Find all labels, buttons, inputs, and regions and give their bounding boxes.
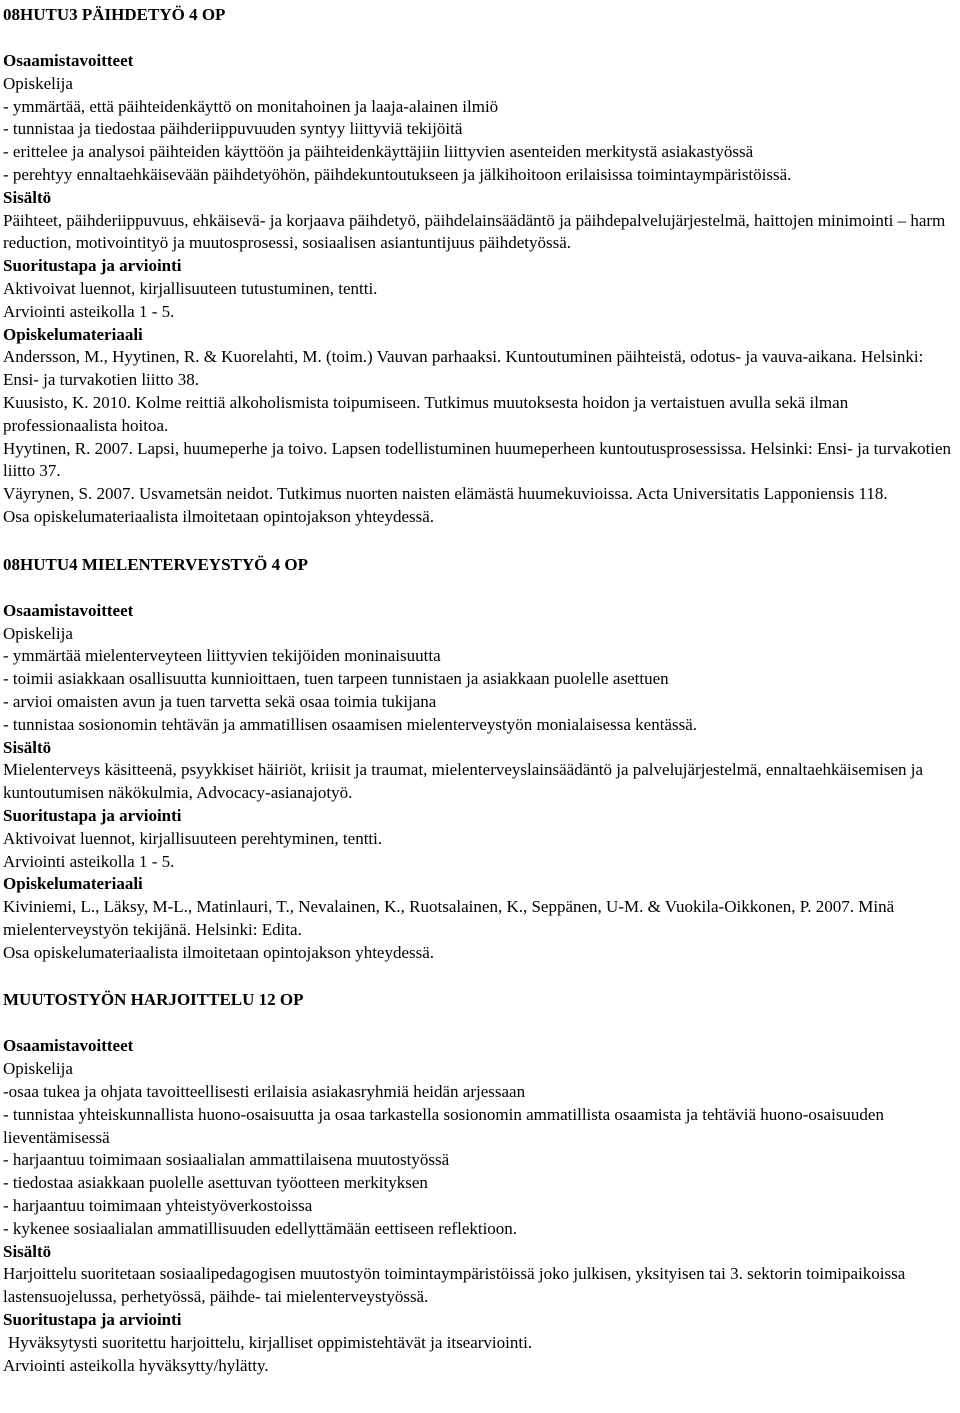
assessment-line: Aktivoivat luennot, kirjallisuuteen tutustuminen, tentti.: [3, 278, 378, 298]
objective-item: - tiedostaa asiakkaan puolelle asettuvan työotteen merkityksen: [3, 1173, 428, 1193]
assessment-heading: Suoritustapa ja arviointi: [3, 256, 182, 276]
objective-item: - tunnistaa sosionomin tehtävän ja ammatillisen osaamisen mielenterveystyön monialaisessa kentässä.: [3, 714, 698, 734]
material-item: Väyrynen, S. 2007. Usvametsän neidot. Tutkimus nuorten naisten elämästä huumekuvioissa. Acta Universitatis Lapponiensis 118.: [3, 484, 888, 504]
assessment-line: Aktivoivat luennot, kirjallisuuteen perehtyminen, tentti.: [3, 828, 383, 848]
assessment-heading: Suoritustapa ja arviointi: [3, 805, 182, 825]
material-item: Osa opiskelumateriaalista ilmoitetaan opintojakson yhteydessä.: [3, 506, 435, 526]
objective-item: - arvioi omaisten avun ja tuen tarvetta sekä osaa toimia tukijana: [3, 691, 437, 711]
objectives-intro: Opiskelija: [3, 1059, 73, 1079]
objectives-heading: Osaamistavoitteet: [3, 1036, 134, 1056]
objectives-heading: Osaamistavoitteet: [3, 600, 134, 620]
objective-item: - ymmärtää mielenterveyteen liittyvien tekijöiden moninaisuutta: [3, 646, 441, 666]
objective-item: - harjaantuu toimimaan sosiaalialan ammattilaisena muutostyössä: [3, 1150, 450, 1170]
assessment-line: Arviointi asteikolla 1 - 5.: [3, 851, 175, 871]
content-text: Mielenterveys käsitteenä, psyykkiset häiriöt, kriisit ja traumat, mielenterveyslainsäädäntö ja palvelujärjestelmä, ennaltaehkäisemisen ja kuntoutumisen näkökulmia, Advocacy-asianajotyö.: [3, 760, 924, 803]
content-heading: Sisältö: [3, 187, 52, 207]
objective-item: - ymmärtää, että päihteidenkäyttö on monitahoinen ja laaja-alainen ilmiö: [3, 96, 499, 116]
materials-heading: Opiskelumateriaali: [3, 324, 143, 344]
assessment-heading: Suoritustapa ja arviointi: [3, 1310, 182, 1330]
materials-heading: Opiskelumateriaali: [3, 874, 143, 894]
objective-item: - kykenee sosiaalialan ammatillisuuden edellyttämään eettiseen reflektioon.: [3, 1218, 518, 1238]
objective-item: - harjaantuu toimimaan yhteistyöverkostoissa: [3, 1196, 313, 1216]
content-text: Harjoittelu suoritetaan sosiaalipedagogisen muutostyön toimintaympäristöissä joko julkisen, yksityisen tai 3. sektorin toimipaikoissa lastensuojelussa, perhetyössä, päihde- tai mielenterveystyössä.: [3, 1264, 906, 1307]
content-heading: Sisältö: [3, 1241, 52, 1261]
material-item: Andersson, M., Hyytinen, R. & Kuorelahti, M. (toim.) Vauvan parhaaksi. Kuntoutuminen päihteistä, odotus- ja vauva-aikana. Helsinki: Ensi- ja turvakotien liitto 38.: [3, 347, 924, 390]
material-item: Kuusisto, K. 2010. Kolme reittiä alkoholismista toipumiseen. Tutkimus muutoksesta hoidon ja vertaistuen avulla sekä ilman professionaalista hoitoa.: [3, 392, 849, 435]
material-item: Osa opiskelumateriaalista ilmoitetaan opintojakson yhteydessä.: [3, 942, 435, 962]
course-section-1: [3, 3, 958, 529]
course-title: 08HUTU3 PÄIHDETYÖ 4 OP: [3, 5, 226, 24]
course-title: MUUTOSTYÖN HARJOITTELU 12 OP: [3, 990, 304, 1010]
objective-item: - tunnistaa ja tiedostaa päihderiippuvuuden syntyy liittyviä tekijöitä: [3, 119, 463, 139]
material-item: Kiviniemi, L., Läksy, M-L., Matinlauri, T., Nevalainen, K., Ruotsalainen, K., Seppänen, U-M. & Vuokila-Oikkonen, P. 2007. Minä mielenterveystyön tekijänä. Helsinki: Edita.: [3, 897, 895, 939]
assessment-line: Hyväksytysti suoritettu harjoittelu, kirjalliset oppimistehtävät ja itsearviointi.: [8, 1332, 533, 1352]
content-heading: Sisältö: [3, 737, 52, 757]
course-section-3: [3, 988, 958, 1377]
assessment-line: Arviointi asteikolla hyväksytty/hylätty.: [3, 1355, 269, 1375]
objectives-intro: Opiskelija: [3, 623, 73, 643]
document: [3, 3, 958, 1377]
objective-item: - perehtyy ennaltaehkäisevään päihdetyöhön, päihdekuntoutukseen ja jälkihoitoon erilaisissa toimintaympäristöissä.: [3, 164, 792, 184]
assessment-line: Arviointi asteikolla 1 - 5.: [3, 301, 175, 321]
objectives-heading: Osaamistavoitteet: [3, 51, 134, 70]
content-text: Päihteet, päihderiippuvuus, ehkäisevä- ja korjaava päihdetyö, päihdelainsäädäntö ja päihdepalvelujärjestelmä, haittojen minimointi – harm reduction, motivointityö ja muutosprosessi, sosiaalisen asiantuntijuus päihdetyössä.: [3, 210, 946, 253]
course-title: 08HUTU4 MIELENTERVEYSTYÖ 4 OP: [3, 554, 308, 574]
objective-item: -osaa tukea ja ohjata tavoitteellisesti erilaisia asiakasryhmiä heidän arjessaan: [3, 1082, 526, 1102]
objective-item: - erittelee ja analysoi päihteiden käyttöön ja päihteidenkäyttäjiin liittyvien asenteiden merkitystä asiakastyössä: [3, 142, 754, 162]
objective-item: - toimii asiakkaan osallisuutta kunnioittaen, tuen tarpeen tunnistaen ja asiakkaan puolelle asettuen: [3, 669, 669, 689]
objective-item: - tunnistaa yhteiskunnallista huono-osaisuutta ja osaa tarkastella sosionomin ammatillista osaamista ja tehtäviä huono-osaisuuden lieventämisessä: [3, 1104, 884, 1147]
objectives-intro: Opiskelija: [3, 73, 73, 93]
material-item: Hyytinen, R. 2007. Lapsi, huumeperhe ja toivo. Lapsen todellistuminen huumeperheen kuntoutusprosessissa. Helsinki: Ensi- ja turvakotien liitto 37.: [3, 438, 952, 481]
course-section-2: [3, 553, 958, 965]
